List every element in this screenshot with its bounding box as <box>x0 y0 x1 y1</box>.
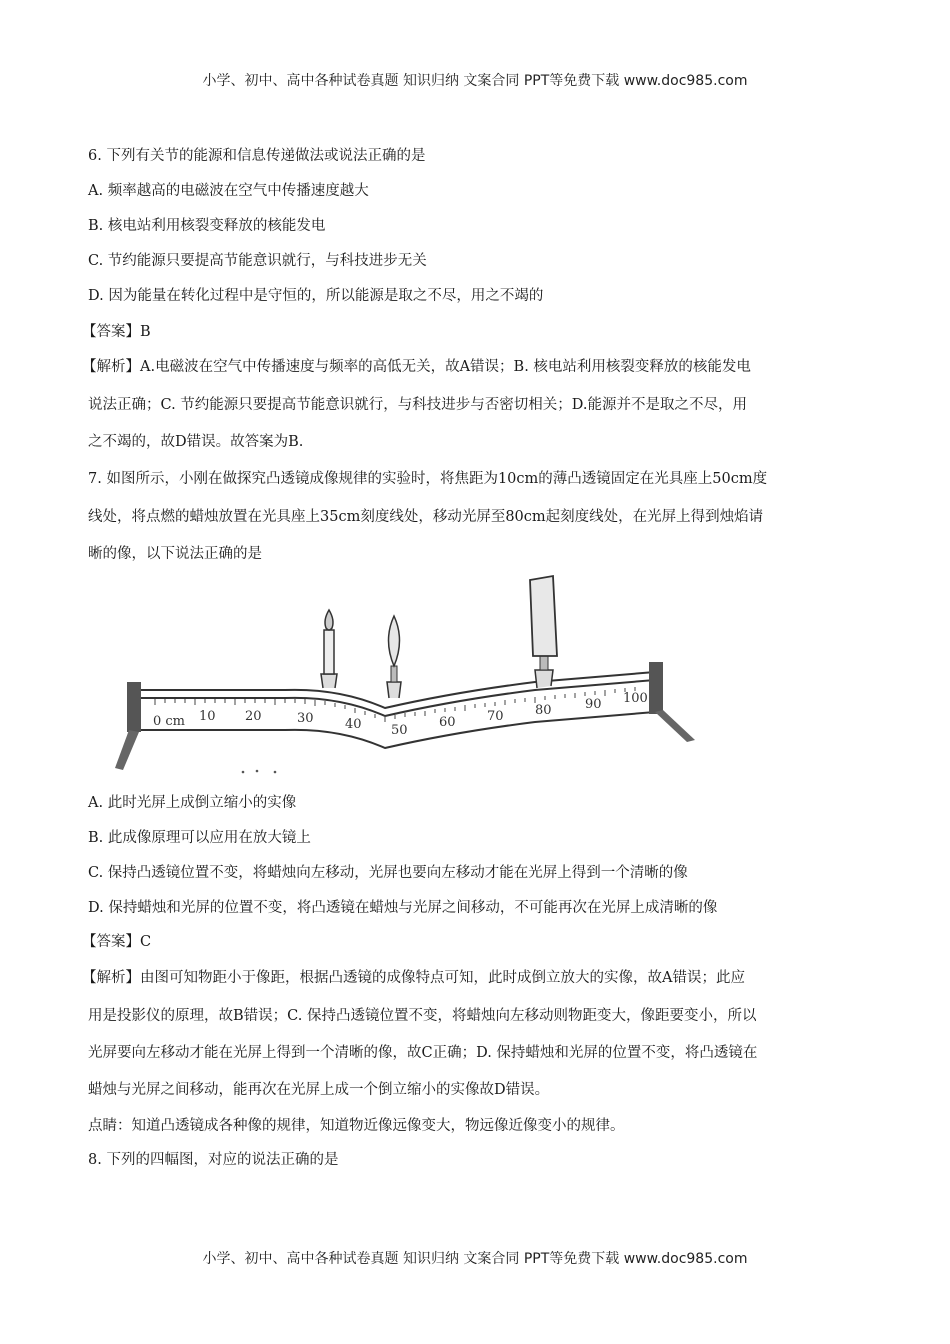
q7-stem-line-1: 7. 如图所示，小刚在做探究凸透镜成像规律的实验时，将焦距为10cm的薄凸透镜固定在光具座上50cm度 <box>88 471 768 487</box>
q7-analysis-line-4: 蜡烛与光屏之间移动，能再次在光屏上成一个倒立缩小的实像故D错误。 <box>88 1082 550 1098</box>
convex-lens <box>387 616 401 698</box>
q6-analysis-line-2: 说法正确；C. 节约能源只要提高节能意识就行，与科技进步与否密切相关；D.能源并不是取之不尽，用 <box>88 397 748 413</box>
scan-specks <box>242 770 277 774</box>
q7-comment: 点睛：知道凸透镜成各种像的规律，知道物近像远像变大，物远像近像变小的规律。 <box>88 1118 625 1134</box>
q6-option-a: A. 频率越高的电磁波在空气中传播速度越大 <box>88 183 369 199</box>
q6-analysis-line-3: 之不竭的，故D错误。故答案为B. <box>88 434 304 450</box>
left-leg <box>115 730 139 770</box>
ruler-label-60: 60 <box>439 715 456 730</box>
q7-option-c: C. 保持凸透镜位置不变，将蜡烛向左移动，光屏也要向左移动才能在光屏上得到一个清晰的像 <box>88 865 688 881</box>
ruler-label-10: 10 <box>199 709 216 724</box>
page-header: 小学、初中、高中各种试卷真题 知识归纳 文案合同 PPT等免费下载 www.doc985.com <box>202 73 748 89</box>
q6-option-b: B. 核电站利用核裂变释放的核能发电 <box>88 218 326 234</box>
ruler-label-70: 70 <box>487 709 504 724</box>
q7-answer: 【答案】C <box>82 934 152 950</box>
right-end-post <box>649 662 663 714</box>
q8-stem: 8. 下列的四幅图，对应的说法正确的是 <box>88 1152 339 1168</box>
page-footer: 小学、初中、高中各种试卷真题 知识归纳 文案合同 PPT等免费下载 www.doc985.com <box>202 1251 748 1267</box>
q7-analysis-line-3: 光屏要向左移动才能在光屏上得到一个清晰的像，故C正确；D. 保持蜡烛和光屏的位置不变，将凸透镜在 <box>88 1045 758 1061</box>
q6-option-d: D. 因为能量在转化过程中是守恒的，所以能源是取之不尽，用之不竭的 <box>88 288 544 304</box>
q6-option-c: C. 节约能源只要提高节能意识就行，与科技进步无关 <box>88 253 427 269</box>
candle-flame <box>325 610 333 630</box>
q6-analysis-line-1: 【解析】A.电磁波在空气中传播速度与频率的高低无关，故A错误；B. 核电站利用核裂变释放的核能发电 <box>82 359 751 375</box>
ruler-label-0: 0 cm <box>153 714 186 729</box>
q7-analysis-line-2: 用是投影仪的原理，故B错误；C. 保持凸透镜位置不变，将蜡烛向左移动则物距变大，像距要变小，所以 <box>88 1008 757 1024</box>
light-screen <box>530 576 557 688</box>
q6-stem: 6. 下列有关节的能源和信息传递做法或说法正确的是 <box>88 148 426 164</box>
q7-option-a: A. 此时光屏上成倒立缩小的实像 <box>88 795 297 811</box>
ruler-label-40: 40 <box>345 717 362 732</box>
ruler-label-80: 80 <box>535 703 552 718</box>
ruler-label-50: 50 <box>391 723 408 738</box>
optical-bench-figure <box>115 570 705 780</box>
candle <box>321 610 337 688</box>
q7-stem-line-2: 线处，将点燃的蜡烛放置在光具座上35cm刻度线处，移动光屏至80cm起刻度线处，在光屏上得到烛焰请 <box>88 509 764 525</box>
q7-option-b: B. 此成像原理可以应用在放大镜上 <box>88 830 311 846</box>
ruler-label-20: 20 <box>245 709 262 724</box>
q7-option-d: D. 保持蜡烛和光屏的位置不变，将凸透镜在蜡烛与光屏之间移动，不可能再次在光屏上成清晰的像 <box>88 900 718 916</box>
ruler-label-90: 90 <box>585 697 602 712</box>
q6-answer: 【答案】B <box>82 324 151 340</box>
left-end-post <box>127 682 141 732</box>
ruler-label-30: 30 <box>297 711 314 726</box>
q7-analysis-line-1: 【解析】由图可知物距小于像距，根据凸透镜的成像特点可知，此时成倒立放大的实像，故A错误；此应 <box>82 970 745 986</box>
ruler-label-100: 100 <box>623 691 648 706</box>
optical-bench-drawing <box>115 570 705 780</box>
q7-stem-line-3: 晰的像，以下说法正确的是 <box>88 546 262 562</box>
right-leg <box>655 710 695 742</box>
